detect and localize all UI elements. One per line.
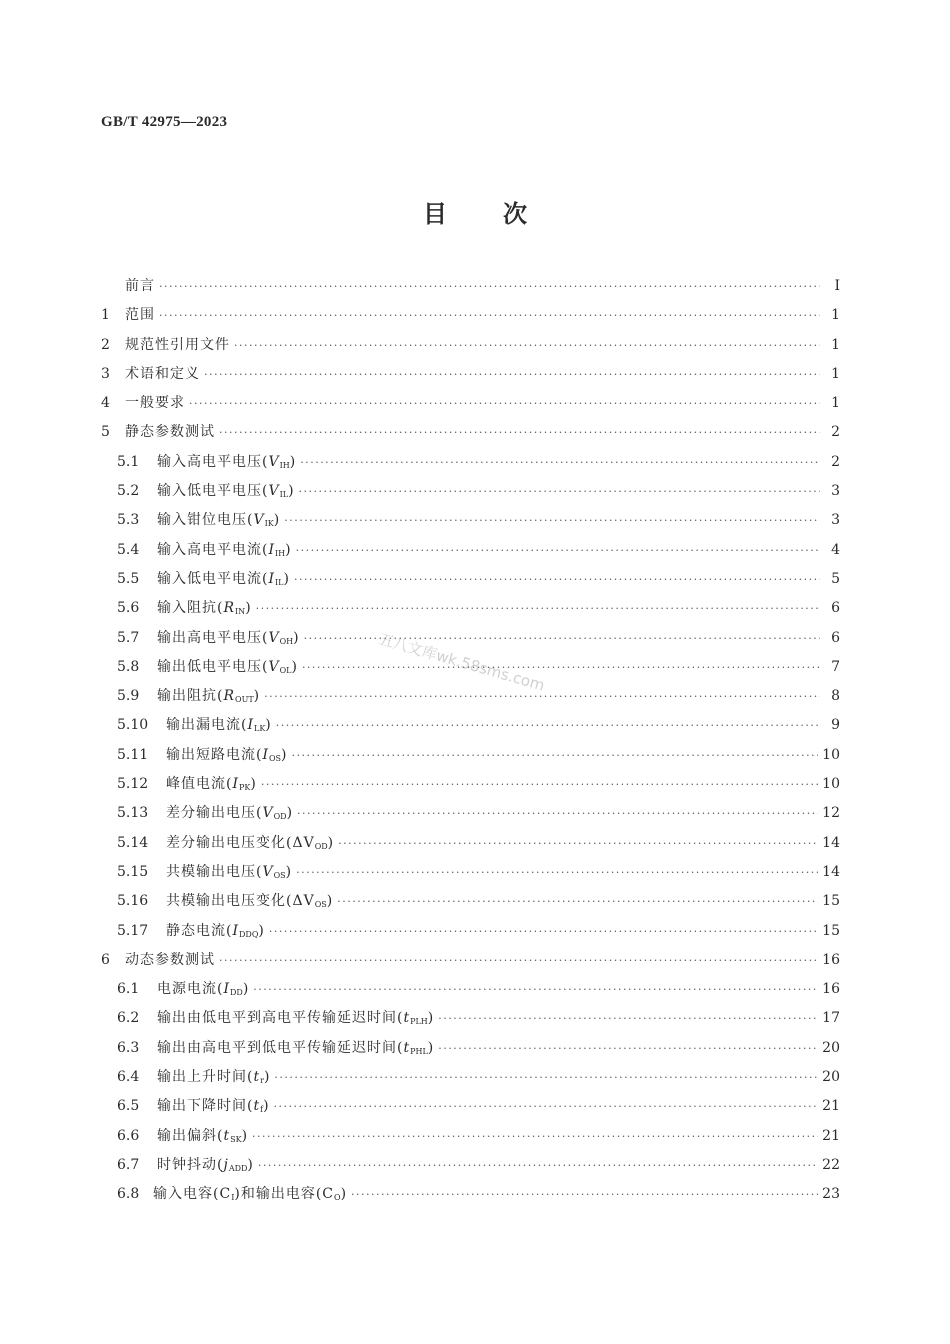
toc-entry-title-text: 输出短路电流( xyxy=(166,746,263,763)
toc-entry[interactable] xyxy=(101,711,840,740)
toc-entry-symbol: I xyxy=(223,981,230,998)
toc-leader-dots xyxy=(219,946,818,975)
toc-page-number: 14 xyxy=(822,863,840,880)
toc-entry-title-text: 输出由低电平到高电平传输延迟时间( xyxy=(157,1010,404,1027)
toc-entry-suffix: ) xyxy=(281,746,288,763)
toc-entry-title xyxy=(157,682,260,714)
toc-entry-title-text: 输入电容(C xyxy=(153,1186,232,1203)
toc-entry-title xyxy=(157,594,252,626)
toc-entry[interactable] xyxy=(101,887,840,916)
toc-entry-title-text: 输出漏电流( xyxy=(166,717,248,734)
toc-entry-title xyxy=(125,331,230,360)
toc-entry[interactable] xyxy=(101,477,840,506)
toc-entry[interactable] xyxy=(101,418,840,447)
toc-entry-title xyxy=(153,1180,347,1212)
toc-page-number: 15 xyxy=(822,922,840,939)
toc-entry-subscript: PLH xyxy=(410,1017,428,1027)
toc-entry-title-text: 静态参数测试 xyxy=(125,424,215,441)
toc-entry-number: 6.8 xyxy=(117,1186,140,1203)
toc-entry-title xyxy=(157,448,296,480)
toc-entry-number: 6.2 xyxy=(117,1010,140,1027)
toc-entry-title xyxy=(166,858,292,890)
toc-entry[interactable] xyxy=(101,565,840,594)
toc-entry-suffix: ) xyxy=(285,863,293,880)
toc-entry-number: 5.8 xyxy=(117,658,140,675)
toc-entry-symbol: V xyxy=(268,453,280,470)
toc-entry[interactable] xyxy=(101,389,840,418)
toc-entry-number: 5.1 xyxy=(117,453,140,470)
toc-entry-title-text: 输出高电平电压( xyxy=(157,629,269,646)
toc-entry[interactable] xyxy=(101,1004,840,1033)
toc-entry-subscript: I xyxy=(231,1193,235,1203)
toc-entry-subscript: DD xyxy=(230,988,243,998)
toc-entry-number: 4 xyxy=(101,395,110,412)
toc-entry-title-text: 输出上升时间( xyxy=(157,1069,254,1086)
toc-page-number: 2 xyxy=(831,453,840,470)
toc-page-number: 16 xyxy=(822,981,840,998)
toc-entry-number: 6.3 xyxy=(117,1039,140,1056)
toc-entry-title xyxy=(125,946,215,975)
toc-entry-subscript: OS xyxy=(314,900,327,910)
toc-entry-subscript: SK xyxy=(230,1134,242,1144)
toc-page-number: 10 xyxy=(822,776,840,793)
toc-entry-suffix: ) xyxy=(241,1127,249,1144)
toc-entry-subscript: IL xyxy=(279,490,289,500)
toc-page-number: 14 xyxy=(822,834,840,851)
toc-entry-title-text: 输出偏斜( xyxy=(157,1127,224,1144)
toc-entry-suffix: ) xyxy=(258,922,265,939)
toc-entry-title-text: 一般要求 xyxy=(125,395,185,412)
toc-entry[interactable] xyxy=(101,799,840,828)
toc-leader-dots xyxy=(274,1063,818,1092)
toc-entry-suffix: ) xyxy=(289,453,297,470)
toc-entry-symbol: V xyxy=(262,805,274,822)
toc-entry-title xyxy=(157,1063,270,1095)
toc-entry-suffix: ) xyxy=(247,1156,254,1173)
toc-entry-number: 2 xyxy=(101,336,110,353)
toc-leader-dots xyxy=(189,389,820,418)
toc-entry-number: 1 xyxy=(101,307,110,324)
toc-entry-symbol: j xyxy=(223,1156,229,1173)
toc-entry-title-text: 峰值电流( xyxy=(166,776,233,793)
toc-entry-suffix: ) xyxy=(265,717,272,734)
toc-entry-title xyxy=(166,829,334,861)
toc-entry[interactable] xyxy=(101,917,840,946)
toc-entry-title xyxy=(157,1092,270,1124)
toc-entry[interactable] xyxy=(101,448,840,477)
toc-leader-dots xyxy=(296,858,818,887)
toc-entry-title-text: 输入高电平电压( xyxy=(157,453,269,470)
toc-entry-suffix: ) xyxy=(245,600,252,617)
toc-entry-suffix: ) xyxy=(263,1098,270,1115)
toc-entry-number: 5.11 xyxy=(117,746,149,763)
toc-entry-number: 6.7 xyxy=(117,1156,140,1173)
toc-entry-title-text: 范围 xyxy=(125,307,155,324)
toc-entry-number: 5.15 xyxy=(117,863,149,880)
toc-entry-title xyxy=(157,1004,434,1036)
toc-entry-number: 5.3 xyxy=(117,512,140,529)
toc-entry[interactable] xyxy=(101,1151,840,1180)
toc-entry-title-text: 输入低电平电流( xyxy=(157,570,269,587)
toc-entry-number: 5.13 xyxy=(117,805,149,822)
toc-page-number: 1 xyxy=(831,365,840,382)
toc-entry-number: 5.2 xyxy=(117,483,140,500)
toc-leader-dots xyxy=(159,272,820,301)
toc-leader-dots xyxy=(276,711,820,740)
toc-page-number: 16 xyxy=(822,951,840,968)
toc-entry-subscript: OUT xyxy=(235,695,254,705)
toc-entry-subscript: IH xyxy=(275,548,286,558)
toc-entry-title xyxy=(166,887,333,919)
toc-entry-number: 5.12 xyxy=(117,776,149,793)
toc-entry-title-text: 输出下降时间( xyxy=(157,1098,254,1115)
toc-entry-title xyxy=(125,301,155,330)
toc-entry-suffix: ) xyxy=(327,834,335,851)
toc-entry-number: 5.10 xyxy=(117,717,149,734)
toc-entry-title-text: 输出由高电平到低电平传输延迟时间( xyxy=(157,1039,404,1056)
toc-entry-subscript: OD xyxy=(314,841,328,851)
toc-page-number: 9 xyxy=(831,717,840,734)
toc-entry-subscript: ADD xyxy=(228,1163,248,1173)
toc-page-number: 6 xyxy=(831,629,840,646)
toc-entry-suffix: ) xyxy=(285,541,292,558)
toc-entry[interactable] xyxy=(101,858,840,887)
toc-entry-title xyxy=(166,917,265,949)
toc-entry-title-text: 静态电流( xyxy=(166,922,233,939)
toc-leader-dots xyxy=(296,536,820,565)
toc-entry-symbol: t xyxy=(403,1039,411,1056)
toc-entry[interactable] xyxy=(101,301,840,330)
toc-entry-subscript: f xyxy=(260,1105,264,1115)
toc-leader-dots xyxy=(219,418,820,447)
toc-entry-title-text: 输入低电平电压( xyxy=(157,483,269,500)
toc-leader-dots xyxy=(284,506,820,535)
toc-page-number: 12 xyxy=(822,805,840,822)
toc-entry-symbol: t xyxy=(253,1069,261,1086)
page-title xyxy=(0,194,950,229)
toc-entry-title-text: 电源电流( xyxy=(157,981,224,998)
toc-entry-title xyxy=(166,741,288,773)
toc-entry-title xyxy=(157,477,295,509)
toc-entry-title-text: 输出低电平电压( xyxy=(157,658,269,675)
toc-entry-subscript: OS xyxy=(273,870,286,880)
toc-page-number: 1 xyxy=(831,307,840,324)
toc-entry[interactable] xyxy=(101,594,840,623)
toc-entry-subscript: IK xyxy=(264,519,274,529)
toc-entry-symbol: t xyxy=(403,1010,411,1027)
toc-entry-number: 5.17 xyxy=(117,922,149,939)
toc-entry-suffix: ) xyxy=(288,483,295,500)
toc-entry-symbol: t xyxy=(253,1098,261,1115)
toc-entry-title xyxy=(125,389,185,418)
toc-entry-symbol: V xyxy=(262,863,274,880)
toc-entry[interactable] xyxy=(101,975,840,1004)
toc-entry-symbol: R xyxy=(223,688,236,705)
toc-page-number: 3 xyxy=(831,512,840,529)
toc-entry[interactable] xyxy=(101,1180,840,1209)
toc-entry-number: 6.4 xyxy=(117,1069,140,1086)
toc-entry-symbol: I xyxy=(247,717,254,734)
toc-entry-suffix: ) xyxy=(291,658,298,675)
toc-page-number: 5 xyxy=(831,570,840,587)
toc-entry-title xyxy=(157,565,290,597)
toc-entry-subscript: PK xyxy=(239,783,251,793)
toc-entry-number: 6 xyxy=(101,951,110,968)
title-char-1: 目 xyxy=(423,199,447,228)
toc-entry-subscript: DDQ xyxy=(239,929,259,939)
toc-entry-number: 5.6 xyxy=(117,600,140,617)
toc-page-number: 10 xyxy=(822,746,840,763)
toc-leader-dots xyxy=(252,1122,818,1151)
toc-entry-number: 3 xyxy=(101,365,110,382)
toc-entry-title xyxy=(157,624,300,656)
toc-entry-subscript: IL xyxy=(275,577,284,587)
toc-entry[interactable] xyxy=(101,682,840,711)
toc-entry-title xyxy=(157,1122,248,1154)
toc-entry-suffix: ) xyxy=(250,776,257,793)
toc-entry-number: 5.7 xyxy=(117,629,140,646)
toc-entry-symbol: t xyxy=(223,1127,231,1144)
toc-leader-dots xyxy=(258,1151,818,1180)
toc-entry-title-text: 输入高电平电流( xyxy=(157,541,269,558)
toc-entry-symbol: I xyxy=(232,922,239,939)
toc-entry-suffix: ) xyxy=(242,981,250,998)
toc-entry-symbol: V xyxy=(268,658,280,675)
toc-entry-subscript: OH xyxy=(279,636,294,646)
toc-entry-suffix: ) xyxy=(283,570,290,587)
toc-leader-dots xyxy=(261,770,818,799)
toc-entry[interactable] xyxy=(101,741,840,770)
toc-entry-title-text: 动态参数测试 xyxy=(125,951,215,968)
standard-code: GB/T 42975—2023 xyxy=(101,114,228,130)
toc-entry-symbol: V xyxy=(268,629,280,646)
toc-entry-title xyxy=(157,1034,434,1066)
toc-entry-number: 5.5 xyxy=(117,570,140,587)
toc-entry[interactable] xyxy=(101,946,840,975)
toc-page-number: 15 xyxy=(822,893,840,910)
toc-leader-dots xyxy=(294,565,820,594)
toc-leader-dots xyxy=(337,887,818,916)
toc-entry[interactable] xyxy=(101,1122,840,1151)
toc-entry-subscript: OL xyxy=(279,665,292,675)
toc-entry-suffix: ) xyxy=(286,805,294,822)
toc-entry-number: 5 xyxy=(101,424,110,441)
toc-leader-dots xyxy=(274,1092,819,1121)
toc-entry[interactable] xyxy=(101,1092,840,1121)
toc-entry-suffix: ) xyxy=(273,512,281,529)
toc-entry-title xyxy=(125,418,215,447)
toc-leader-dots xyxy=(253,975,818,1004)
toc-entry-subscript: OD xyxy=(273,812,287,822)
toc-entry-title-text: 输入钳位电压( xyxy=(157,512,254,529)
toc-entry-subscript: IN xyxy=(235,607,246,617)
toc-leader-dots xyxy=(292,741,819,770)
toc-entry-suffix: )和输出电容(C xyxy=(234,1186,334,1203)
toc-entry-title-text: 规范性引用文件 xyxy=(125,336,230,353)
toc-page-number: 23 xyxy=(822,1186,840,1203)
toc-entry-title-text: 输入阻抗( xyxy=(157,600,224,617)
title-char-2: 次 xyxy=(503,199,527,228)
toc-entry-symbol: I xyxy=(232,776,239,793)
toc-entry-suffix: ) xyxy=(253,688,261,705)
toc-leader-dots xyxy=(269,917,818,946)
toc-entry-title-text: 共模输出电压( xyxy=(166,863,263,880)
toc-entry-symbol: I xyxy=(268,570,275,587)
toc-entry-title-text: 差分输出电压( xyxy=(166,805,263,822)
toc-entry-title xyxy=(157,1151,254,1183)
toc-entry-number: 6.1 xyxy=(117,981,140,998)
toc-entry-title xyxy=(166,799,293,831)
toc-entry-number: 5.16 xyxy=(117,893,149,910)
toc-page-number: 6 xyxy=(831,600,840,617)
toc-entry-subscript: OS xyxy=(269,753,282,763)
toc-entry-suffix: ) xyxy=(293,629,300,646)
toc-entry-title xyxy=(125,272,155,301)
toc-entry-suffix: ) xyxy=(427,1039,435,1056)
toc-entry-suffix: ) xyxy=(263,1069,271,1086)
toc-entry-title-text: 时钟抖动( xyxy=(157,1156,224,1173)
toc-entry-symbol: I xyxy=(268,541,275,558)
toc-page-number: 1 xyxy=(831,336,840,353)
toc-leader-dots xyxy=(438,1034,818,1063)
toc-page-number: 2 xyxy=(831,424,840,441)
toc-entry[interactable] xyxy=(101,624,840,653)
toc-page-number: 22 xyxy=(822,1156,840,1173)
toc-page-number: 20 xyxy=(822,1069,840,1086)
toc-page-number: 17 xyxy=(822,1010,840,1027)
toc-leader-dots xyxy=(234,331,820,360)
toc-entry[interactable] xyxy=(101,536,840,565)
toc-page-number: 8 xyxy=(831,688,840,705)
toc-entry-symbol: V xyxy=(268,483,280,500)
toc-leader-dots xyxy=(256,594,820,623)
toc-entry-number: 5.4 xyxy=(117,541,140,558)
toc-entry-number: 6.5 xyxy=(117,1098,140,1115)
toc-entry-subscript: LK xyxy=(254,724,266,734)
toc-page-number: 1 xyxy=(831,395,840,412)
toc-entry-title-text: 共模输出电压变化(ΔV xyxy=(166,893,315,910)
toc-entry-suffix: ) xyxy=(326,893,334,910)
toc-leader-dots xyxy=(297,799,818,828)
toc-leader-dots xyxy=(299,477,820,506)
toc-entry[interactable] xyxy=(101,506,840,535)
toc-entry[interactable] xyxy=(101,829,840,858)
toc-entry-subscript: IH xyxy=(279,460,290,470)
toc-entry-symbol: R xyxy=(223,600,236,617)
toc-entry-title xyxy=(166,711,272,743)
toc-entry-number: 5.9 xyxy=(117,688,140,705)
toc-leader-dots xyxy=(302,653,820,682)
toc-entry-number: 6.6 xyxy=(117,1127,140,1144)
toc-leader-dots xyxy=(204,360,820,389)
toc-page-number: 7 xyxy=(831,658,840,675)
toc-entry[interactable] xyxy=(101,1063,840,1092)
toc-entry-title xyxy=(125,360,200,389)
toc-leader-dots xyxy=(351,1180,818,1209)
toc-entry-title-text: 术语和定义 xyxy=(125,365,200,382)
toc-leader-dots xyxy=(159,301,820,330)
toc-page-number: 4 xyxy=(831,541,840,558)
toc-entry[interactable] xyxy=(101,272,840,301)
toc-entry-title xyxy=(157,506,280,538)
toc-leader-dots xyxy=(338,829,818,858)
toc-entry-title-text: 前言 xyxy=(125,278,155,294)
toc-entry-title xyxy=(157,653,298,685)
toc-entry[interactable] xyxy=(101,1034,840,1063)
toc-entry[interactable] xyxy=(101,331,840,360)
toc-entry-subscript: PHL xyxy=(410,1046,428,1056)
toc-entry-title-text: 差分输出电压变化(ΔV xyxy=(166,834,315,851)
toc-entry-symbol: V xyxy=(253,512,265,529)
toc-entry[interactable] xyxy=(101,360,840,389)
toc-entry-title xyxy=(157,536,292,568)
toc-entry[interactable] xyxy=(101,770,840,799)
table-of-contents xyxy=(101,272,840,1210)
toc-leader-dots xyxy=(438,1004,818,1033)
toc-entry-symbol: I xyxy=(262,746,269,763)
toc-page-number: Ⅰ xyxy=(834,278,840,294)
toc-page-number: 21 xyxy=(822,1098,840,1115)
toc-entry-suffix: ) xyxy=(427,1010,435,1027)
toc-page-number: 3 xyxy=(831,483,840,500)
toc-entry-subscript: O xyxy=(334,1193,341,1203)
toc-page-number: 20 xyxy=(822,1039,840,1056)
toc-entry-title-text: 输出阻抗( xyxy=(157,688,224,705)
toc-entry-subscript: r xyxy=(260,1076,264,1086)
toc-entry-suffix: ) xyxy=(340,1186,348,1203)
watermark: 五八文库wk.58sms.com xyxy=(376,629,547,695)
toc-page-number: 21 xyxy=(822,1127,840,1144)
toc-entry-title xyxy=(166,770,257,802)
toc-entry-number: 5.14 xyxy=(117,834,149,851)
toc-leader-dots xyxy=(300,448,820,477)
toc-entry-title xyxy=(157,975,249,1007)
